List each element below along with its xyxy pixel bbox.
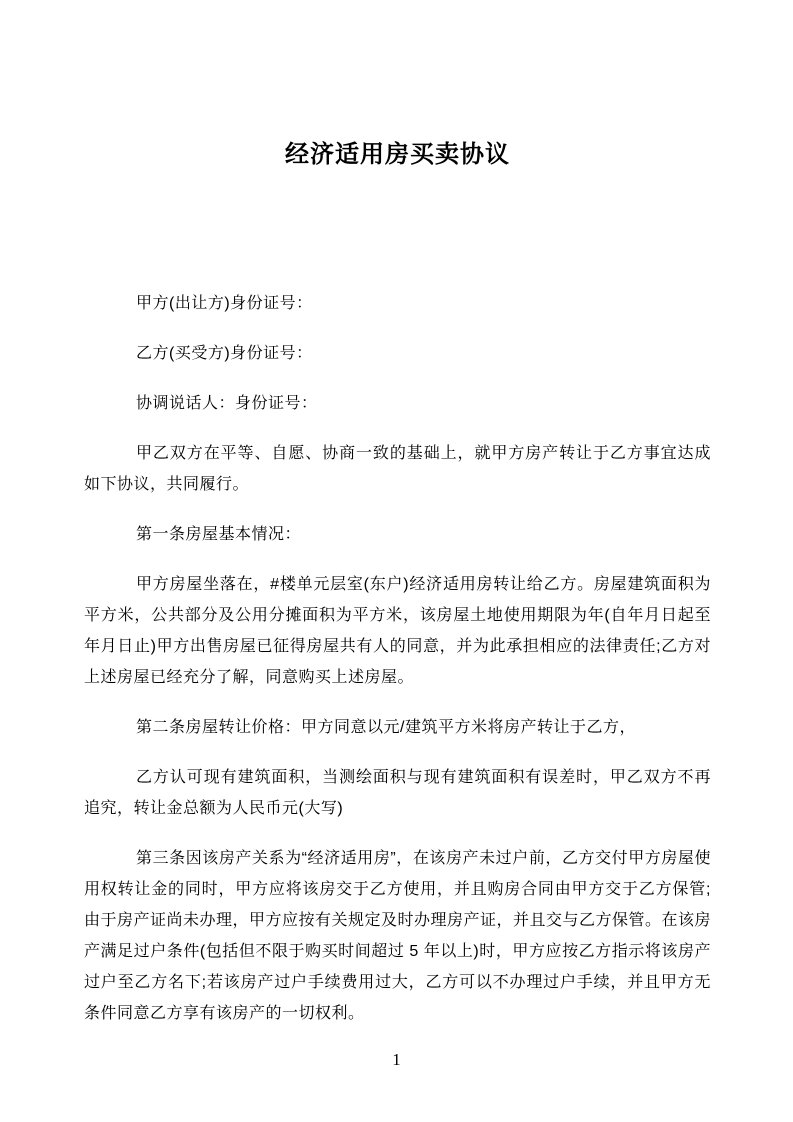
clause-2-paragraph: 乙方认可现有建筑面积，当测绘面积与现有建筑面积有误差时，甲乙双方不再追究，转让金总额为人民币元(大写): [84, 769, 711, 817]
clause-2-heading: 第二条房屋转让价格：甲方同意以元/建筑平方米将房产转让于乙方，: [136, 719, 636, 736]
clause-1-paragraph: 甲方房屋坐落在，#楼单元层室(东户)经济适用房转让给乙方。房屋建筑面积为平方米，公共部分及公用分摊面积为平方米，该房屋土地使用期限为年(自年月日起至年月日止)甲方出售房屋已征得房屋共有人的同意，并为此承担相应的法律责任;乙方对上述房屋已经充分了解，同意购买上述房屋。: [84, 576, 711, 686]
page-number: 1: [392, 1050, 401, 1069]
party-line-yifang: 乙方(买受方)身份证号：: [136, 345, 313, 362]
clause-1-heading: 第一条房屋基本情况：: [136, 526, 302, 543]
document-content: [84, 0, 711, 1048]
party-line-mediator: 协调说话人：身份证号：: [136, 395, 318, 412]
clause-3-paragraph: 第三条因该房产关系为“经济适用房”，在该房产未过户前，乙方交付甲方房屋使用权转让金的同时，甲方应将该房交于乙方使用，并且购房合同由甲方交于乙方保管;由于房产证尚未办理，甲方应按有关规定及时办理房产证，并且交与乙方保管。在该房产满足过户条件(包括但不限于购买时间超过 5 年以上)时，甲方应按乙方指示将该房产过户至乙方名下;若该房产过户手续费用过大，乙方可以不办理过户手续，并且甲方无条件同意乙方享有该房产的一切权利。: [84, 850, 712, 1022]
document-title: 经济适用房买卖协议: [285, 141, 510, 168]
party-line-jiafang: 甲方(出让方)身份证号：: [136, 295, 313, 312]
preamble-paragraph: 甲乙双方在平等、自愿、协商一致的基础上，就甲方房产转让于乙方事宜达成如下协议，共同履行。: [84, 445, 711, 493]
